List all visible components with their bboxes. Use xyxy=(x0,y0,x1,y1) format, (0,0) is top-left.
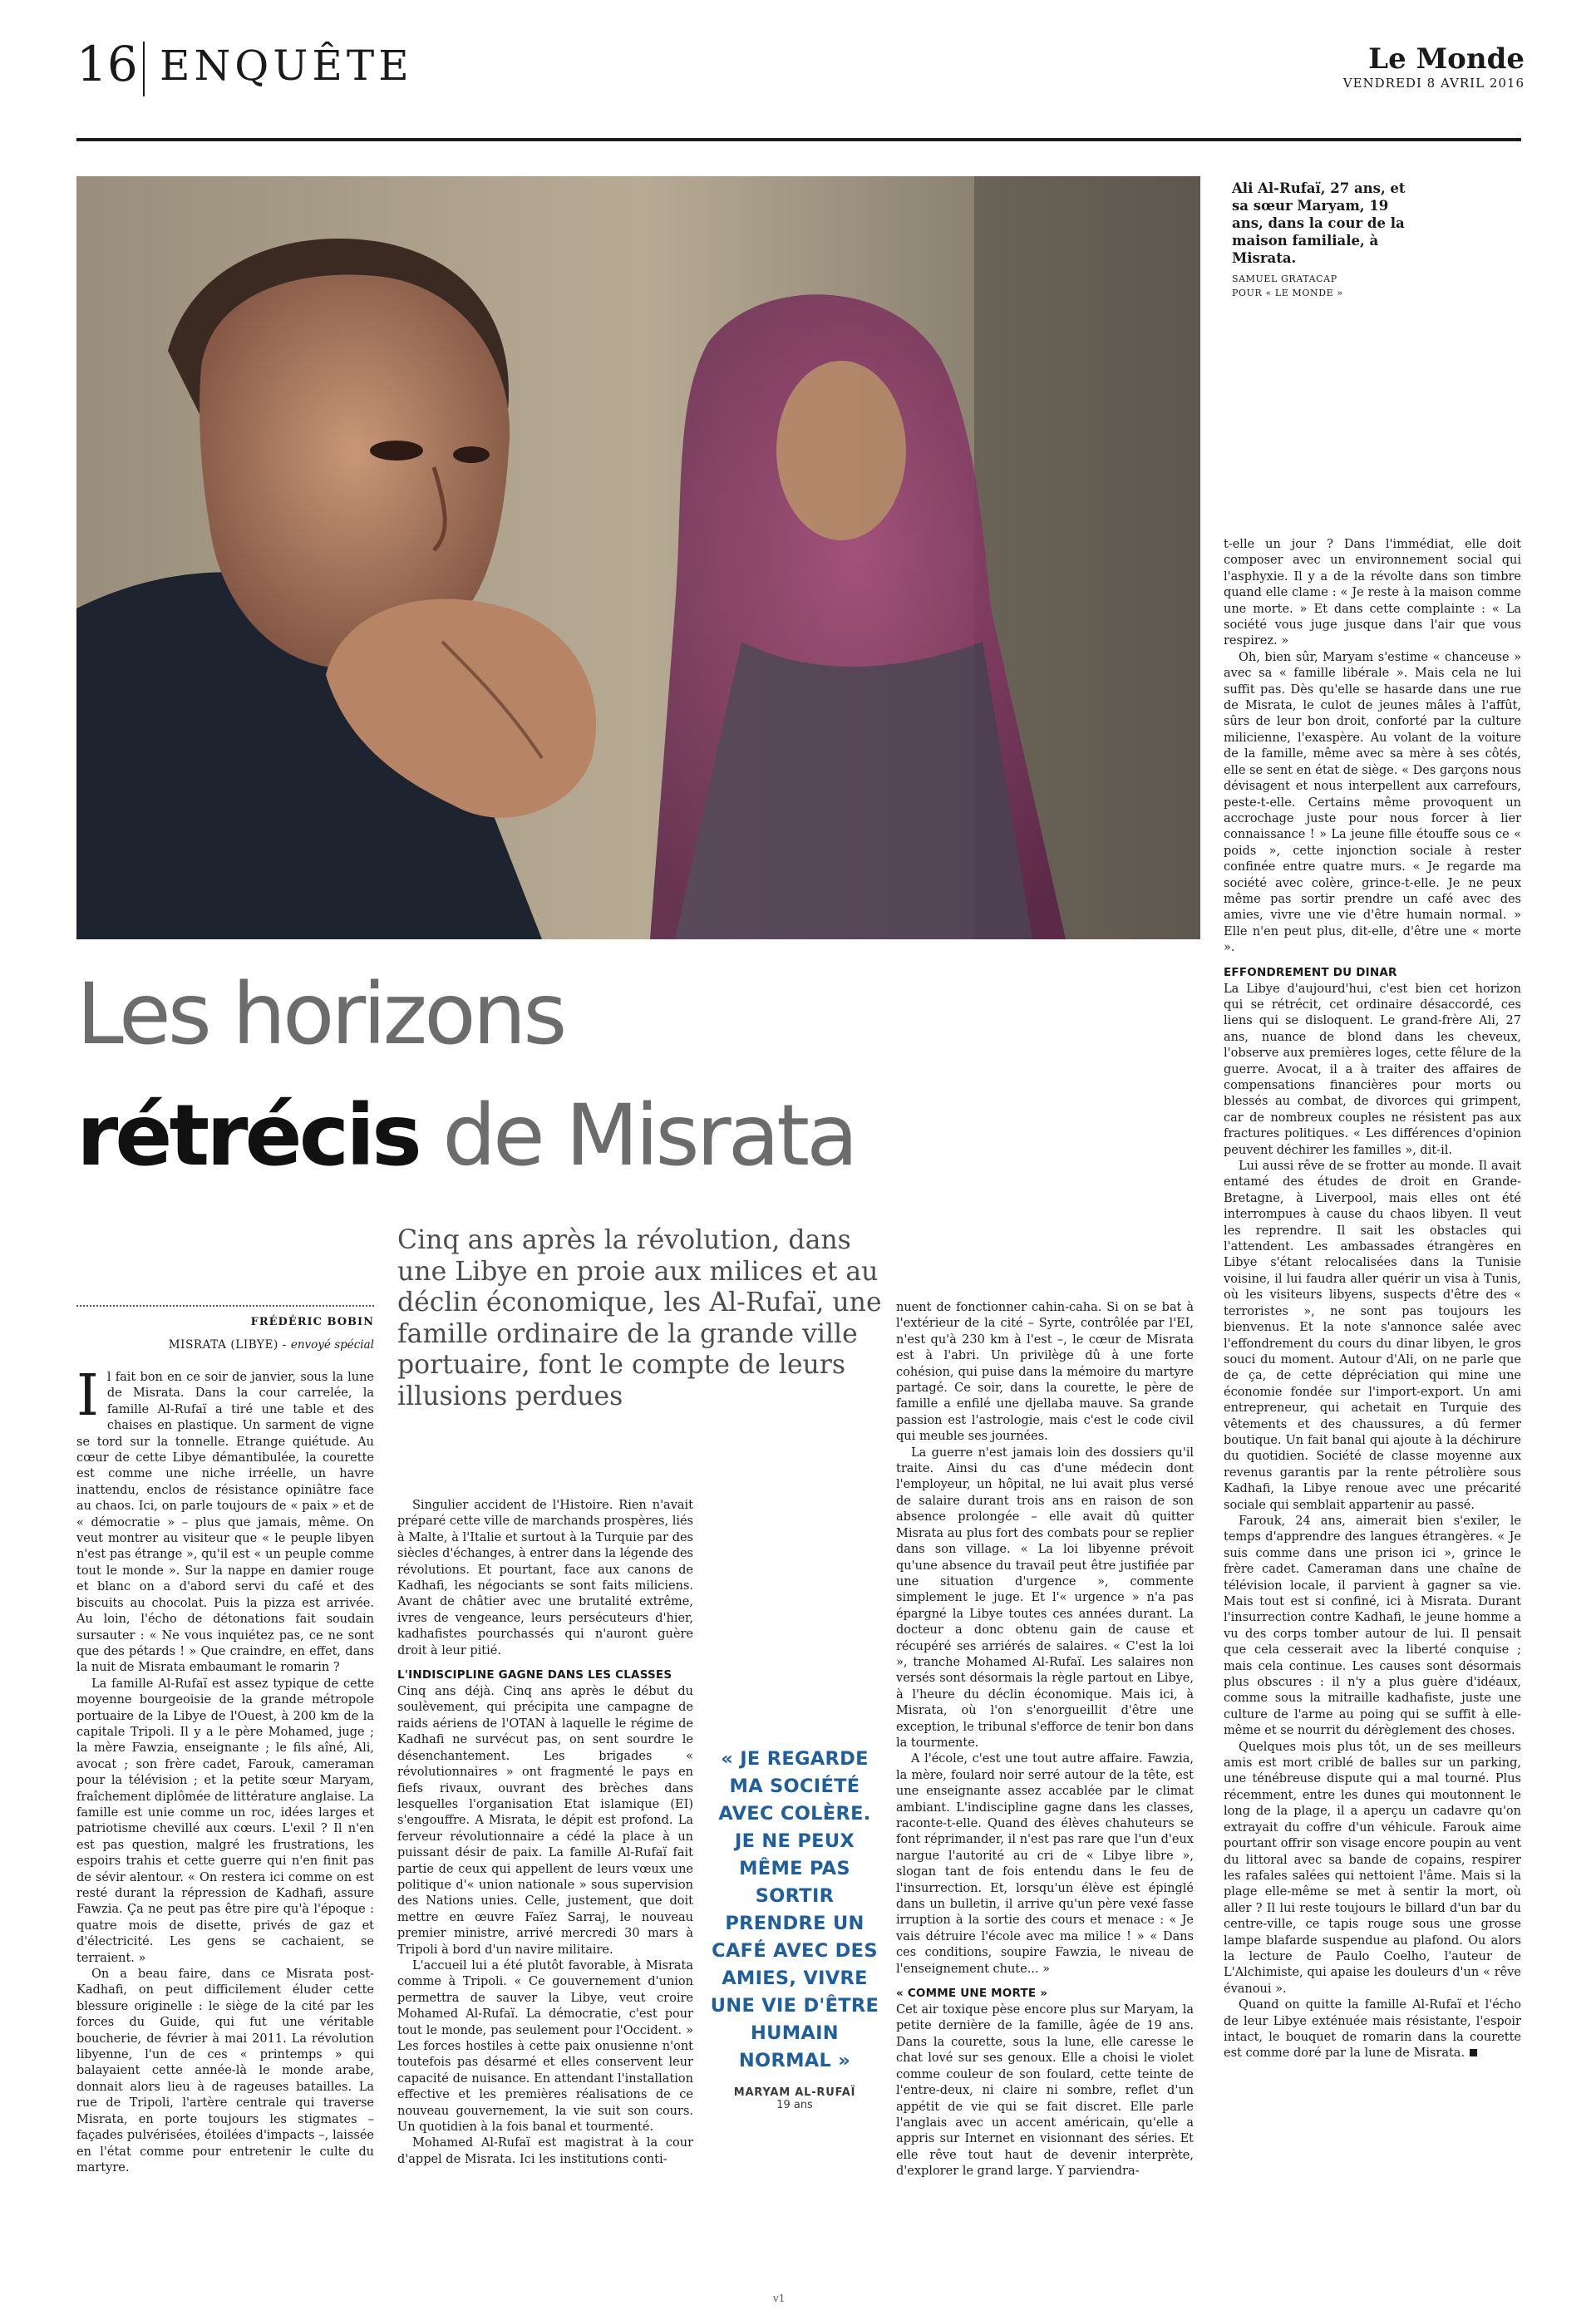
pull-quote-author: MARYAM AL-RUFAÏ xyxy=(733,2086,856,2099)
pull-quote-text: « JE REGARDE MA SOCIÉTÉ AVEC COLÈRE. JE NE PEUX MÊME PAS SORTIR PRENDRE UN CAFÉ AVEC DES AMIES, VIVRE UNE VIE D'ÊTRE HUMAIN NORMAL » xyxy=(710,1748,879,2071)
article-paragraph: Singulier accident de l'Histoire. Rien n'avait préparé cette ville de marchands prospères, liés à Malte, à l'Italie et surtout à la Turquie par des siècles d'échanges, à entrer dans la légende des révolutions. Et pourtant, face aux canons de Kadhafi, les négociants se sont faits miliciens. Avant de châtier avec une brutalité extrême, ivres de vengeance, leurs persécuteurs d'hier, kadhafistes pourchassés qui n'auront guère droit à leur pitié. xyxy=(397,1499,693,1657)
headline-line-1: Les horizons xyxy=(76,965,564,1064)
article-paragraph: La famille Al-Rufaï est assez typique de cette moyenne bourgeoisie de la grande métropole portuaire de la Libye de l'Ouest, à 200 km de la capitale Tripoli. Il y a le père Mohamed, juge ; la mère Fawzia, enseignante ; le fils aîné, Ali, avocat ; son frère cadet, Farouk, cameraman pour la télévision ; et la petite sœur Maryam, fraîchement diplômée de littérature anglaise. La famille est unie comme un roc, idées larges et patriotisme chevillé aux cœurs. L'exil ? Il n'en est pas question, malgré les frustrations, les espoirs trahis et cette guerre qui n'en finit pas de sévir alentour. « On restera ici comme on est resté durant la répression de Kadhafi, assure Fawzia. Ça ne peut pas être pire qu'à l'époque : quatre mois de disette, privés de gaz et d'électricité. Les gens se cachaient, se terraient. » xyxy=(76,1677,374,1965)
dateline-role: envoyé spécial xyxy=(290,1338,374,1352)
header-rule xyxy=(76,138,1521,141)
article-paragraph: Quand on quitte la famille Al-Rufaï et l'écho de leur Libye exténuée mais résistante, l'espoir intact, le bouquet de romarin dans la courette est comme doré par la lune de Misrata. xyxy=(1224,1998,1521,2061)
article-paragraph: On a beau faire, dans ce Misrata post-Kadhafi, on peut difficilement éluder cette blessure originelle : le siège de la cité par les forces du Guide, qui fut une véritable boucherie, de février à mai 2011. La révolution libyenne, l'un de ces « printemps » qui balayaient cette année-là le monde arabe, donnait alors lieu à de rageuses batailles. La rue de Tripoli, l'artère centrale qui traverse Misrata, en porte toujours les stigmates – façades pulvérisées, étoilées d'impacts –, laissée en l'état comme pour entretenir le culte du martyre. xyxy=(76,1968,374,2175)
article-column-4 xyxy=(1224,537,1521,2293)
article-paragraph: Farouk, 24 ans, aimerait bien s'exiler, le temps d'apprendre des langues étrangères. « Je suis comme dans une prison ici », grince le frère cadet. Cameraman dans une chaîne de télévision locale, il parvient à gagner sa vie. Mais tout est si confiné, ici à Misrata. Durant l'insurrection contre Kadhafi, le jeune homme a vu des corps tomber autour de lui. Il pensait que cela cesserait avec la liberté conquise ; mais cela continue. Les causes sont désormais plus obscures : il n'y a plus guère d'idéaux, comme sous la mitraille kadhafiste, juste une culture de l'arme au poing qui se suffit à elle-même et se nourrit du dérèglement des choses. xyxy=(1224,1514,1521,1738)
article-paragraph: t-elle un jour ? Dans l'immédiat, elle doit composer avec un environnement social qui l'asphyxie. Il y a de la révolte dans son timbre quand elle clame : « Je reste à la maison comme une morte. » Et dans cette complainte : « La société vous juge jusque dans l'air que vous respirez. » xyxy=(1224,538,1521,648)
headline-line-2 xyxy=(76,1086,855,1185)
photo-caption xyxy=(1232,180,1415,300)
article-column-2 xyxy=(397,1498,693,2293)
folio-mark: v1 xyxy=(773,2293,786,2304)
article-paragraph: La Libye d'aujourd'hui, c'est bien cet horizon qui se rétrécit, cet ordinaire désaccordé, ces liens qui se disloquent. Le grand-frère Ali, 27 ans, nuance de blond dans les cheveux, l'observe aux premières loges, cette fêlure de la guerre. Avocat, il a à traiter des affaires de compensations financières pour morts ou blessés au combat, de divorces qui grimpent, car de nombreux couples ne résistent pas aux fractures politiques. « Les différences d'opinion peuvent déchirer les familles », dit-il. xyxy=(1224,982,1521,1157)
caption-text: Ali Al-Rufaï, 27 ans, et sa sœur Maryam, 19 ans, dans la cour de la maison familiale, à Misrata. xyxy=(1232,180,1406,266)
article-paragraph: Cet air toxique pèse encore plus sur Maryam, la petite dernière de la famille, âgée de 19 ans. Dans la courette, sous la lune, elle caresse le chat lové sur ses genoux. Elle a choisi le violet comme couleur de son foulard, cette teinte de l'entre-deux, ni claire ni sombre, reflet d'un appétit de vie qui se fait discret. Elle parle l'anglais avec un accent américain, qu'elle a appris sur Internet en visionnant des séries. Et elle rêve tout haut de devenir interprète, d'explorer le grand large. Y parviendra- xyxy=(896,2003,1194,2179)
byline-rule xyxy=(76,1305,374,1307)
article-paragraph: A l'école, c'est une tout autre affaire. Fawzia, la mère, foulard noir serré autour de la tête, est une enseignante assez accablée par le climat ambiant. L'indiscipline gagne dans les classes, raconte-t-elle. Quand des élèves chahuteurs se font réprimander, il n'est pas rare que l'un d'eux nargue l'autorité au cri de « Libye libre », slogan tant de fois entendu dans le feu de l'insurrection. Et, lorsqu'un élève est épinglé dans un bulletin, il arrive qu'un père vexé fasse irruption à la sortie des cours et menace : « Je vais détruire l'école avec ma milice ! » « Dans ces conditions, soupire Fawzia, le niveau de l'enseignement chute... » xyxy=(896,1752,1194,1976)
article-paragraph: Quelques mois plus tôt, un de ses meilleurs amis est mort criblé de balles sur un parking, une ténébreuse dispute qui a mal tourné. Plus récemment, entre les dunes qui moutonnent le long de la plage, il a aperçu un cadavre qu'on extrayait du coffre d'un véhicule. Farouk aime pourtant offrir son visage encore poupin au vent du littoral avec sa bande de copains, respirer les rafales salées qui nettoient l'âme. Mais si la plage elle-même se met à sentir la mort, où aller ? Il lui reste toujours le billard d'un bar du centre-ville, ce tapis rouge sous une grosse lampe blafarde suspendue au plafond. Ou alors la lecture de Paulo Coelho, l'auteur de L'Alchimiste, qui apaise les douleurs d'un « rêve évanoui ». xyxy=(1224,1740,1521,1996)
subheading: L'INDISCIPLINE GAGNE DANS LES CLASSES xyxy=(397,1668,672,1682)
end-mark-icon xyxy=(1470,2049,1477,2056)
standfirst: Cinq ans après la révolution, dans une Libye en proie aux milices et au déclin économique, les Al-Rufaï, une famille ordinaire de la grande ville portuaire, font le compte de leurs illusions perdues xyxy=(397,1225,882,1411)
subheading: EFFONDREMENT DU DINAR xyxy=(1224,965,1397,979)
article-paragraph: Mohamed Al-Rufaï est magistrat à la cour d'appel de Misrata. Ici les institutions conti- xyxy=(397,2136,693,2166)
section-title: ENQUÊTE xyxy=(160,42,413,90)
article-column-1 xyxy=(76,1370,374,2293)
newspaper-masthead: Le Monde xyxy=(1368,42,1525,76)
article-paragraph: Oh, bien sûr, Maryam s'estime « chanceuse » avec sa « famille libérale ». Mais cela ne lui suffit pas. Dès qu'elle se hasarde dans une rue de Misrata, le culot de jeunes mâles à l'affût, sûrs de leur bon droit, conforté par la culture milicienne, l'exaspère. Au volant de la voiture de la famille, même avec sa mère à ses côtés, elle se sent en état de siège. « Des garçons nous dévisagent et nous interpellent aux carrefours, peste-t-elle. Certains même provoquent un accrochage juste pour nous forcer à lier connaissance ! » La jeune fille étouffe sous ce « poids », cette injonction sociale à rester confinée entre quatre murs. « Je regarde ma société avec colère, grince-t-elle. Je ne peux même pas sortir prendre un café avec des amies, vivre une vie d'être humain normal. » Elle n'en peut plus, dit-elle, d'être une « morte ». xyxy=(1224,650,1521,955)
header-divider xyxy=(143,42,145,96)
page-number: 16 xyxy=(76,36,138,92)
article-paragraph: nuent de fonctionner cahin-caha. Si on se bat à l'extérieur de la cité – Syrte, contrôlée par l'EI, n'est qu'à 230 km à l'est –, le cœur de Misrata est à l'abri. Un privilège dû à une forte cohésion, qui puise dans la mémoire du martyre partagé. Ce soir, dans la courette, le père de famille a enfilé une djellaba mauve. Sa grande passion est l'astrologie, mais c'est le code civil qui meuble ses journées. xyxy=(896,1301,1194,1444)
photo-illustration xyxy=(76,176,1200,939)
pull-quote xyxy=(708,1746,881,2111)
article-paragraph: Cinq ans déjà. Cinq ans après le début du soulèvement, qui précipita une campagne de raids aériens de l'OTAN à laquelle le régime de Kadhafi ne survécut pas, on sent sourdre le désenchantement. Les brigades « révolutionnaires » ont fragmenté le pays en fiefs rivaux, ouvrant des brèches dans lesquelles l'organisation Etat islamique (EI) s'engouffre. A Misrata, le dépit est profond. La ferveur révolutionnaire a cédé la place à un puissant désir de paix. La famille Al-Rufaï fait partie de ceux qui appellent de leurs vœux une politique d'« union nationale » sous supervision des Nations unies. Celle, justement, que doit mettre en œuvre Faïez Sarraj, le nouveau premier ministre, arrivé mercredi 30 mars à Tripoli à bord d'un navire militaire. xyxy=(397,1685,693,1957)
article-paragraph: La guerre n'est jamais loin des dossiers qu'il traite. Ainsi du cas d'une médecin dont l'employeur, un hôpital, ne lui avait plus versé de salaire durant trois ans en raison de son absence prolongée – elle avait dû quitter Misrata au plus fort des combats pour se replier dans son village. « La loi libyenne prévoit qu'une absence du travail peut être justifiée par une situation d'urgence », commente simplement le juge. Et l'« urgence » n'a pas épargné la Libye toutes ces années durant. La docteur a donc obtenu gain de cause et récupéré ses arriérés de salaires. « C'est la loi », tranche Mohamed Al-Rufaï. Les salaires non versés sont désormais la règle partout en Libye, à l'heure du déclin économique. Mais ici, à Misrata, où l'on s'enorgueillit d'être une exception, le tribunal s'efforce de tenir bon dans la tourmente. xyxy=(896,1446,1194,1750)
dateline xyxy=(76,1338,374,1352)
headline-light-words: de Misrata xyxy=(418,1086,855,1185)
article-paragraph: Il fait bon en ce soir de janvier, sous la lune de Misrata. Dans la cour carrelée, la famille Al-Rufaï a tiré une table et des chaises en plastique. Un sarment de vigne se tord sur la tonnelle. Etrange quiétude. Au cœur de cette Libye démantibulée, la courette est comme une niche irréelle, un havre inattendu, enclos de résistance opiniâtre face au chaos. Ici, on parle toujours de « paix » et de « démocratie » – plus que jamais, même. On veut montrer au visiteur que « le peuple libyen n'est pas étrange », qu'il est « un peuple comme tout le monde ». Sur la nappe en damier rouge et blanc on a d'abord servi du café et des biscuits au chocolat. Puis la pizza est arrivée. Au loin, l'écho de détonations fait soudain sursauter : « Ne vous inquiétez pas, ce ne sont que des pétards ! » Que craindre, en effet, dans la nuit de Misrata embaumant le romarin ? xyxy=(76,1370,374,1675)
article-paragraph: L'accueil lui a été plutôt favorable, à Misrata comme à Tripoli. « Ce gouvernement d'union permettra de sauver la Libye, veut croire Mohamed Al-Rufaï. La démocratie, c'est pour tout le monde, pas seulement pour l'Occident. » Les forces hostiles à cette paix onusienne n'ont toutefois pas désarmé et elles conservent leur capacité de nuisance. En attendant l'installation effective et les premières réalisations de ce nouveau gouvernement, la vie suit son cours. Un quotidien à la fois banal et tourmenté. xyxy=(397,1958,693,2135)
pull-quote-age: 19 ans xyxy=(776,2099,813,2111)
headline-bold-word: rétrécis xyxy=(76,1086,419,1185)
article-photo xyxy=(76,176,1200,939)
photo-credit-name: SAMUEL GRATACAP xyxy=(1232,273,1337,284)
issue-date: VENDREDI 8 AVRIL 2016 xyxy=(1342,76,1525,91)
article-paragraph: Lui aussi rêve de se frotter au monde. Il avait entamé des études de droit en Grande-Bretagne, à Liverpool, mais elles ont été interrompues à cause du chaos libyen. Il veut les reprendre. Il sait les obstacles qui l'attendent. Les ambassades étrangères en Libye s'étant relocalisées dans la Tunisie voisine, il lui faudra aller quérir un visa à Tunis, où les visiteurs libyens, suspects d'être des « terroristes », ne sont pas toujours les bienvenus. Et la note s'annonce salée avec l'effondrement du cours du dinar libyen, le gros souci du moment. Autour d'Ali, on ne parle que de ça, de cette dépréciation qui mine une économie fondée sur l'import-export. Un ami entrepreneur, qui achetait en Turquie des vêtements et des chaussures, a dû fermer boutique. Un fait banal qui ajoute à la déchirure du quotidien. Société de classe moyenne aux revenus garantis par la rente pétrolière sous Kadhafi, la Libye renoue avec une précarité sociale qui semblait appartenir au passé. xyxy=(1224,1160,1521,1512)
photo-credit xyxy=(1232,272,1415,300)
photo-credit-for: POUR « LE MONDE » xyxy=(1232,288,1343,298)
subheading: « COMME UNE MORTE » xyxy=(896,1987,1048,2001)
dateline-place: MISRATA (LIBYE) - xyxy=(168,1338,291,1352)
byline-author: FRÉDÉRIC BOBIN xyxy=(250,1316,374,1328)
article-column-3 xyxy=(896,1300,1194,2293)
drop-cap: I xyxy=(76,1370,99,1429)
